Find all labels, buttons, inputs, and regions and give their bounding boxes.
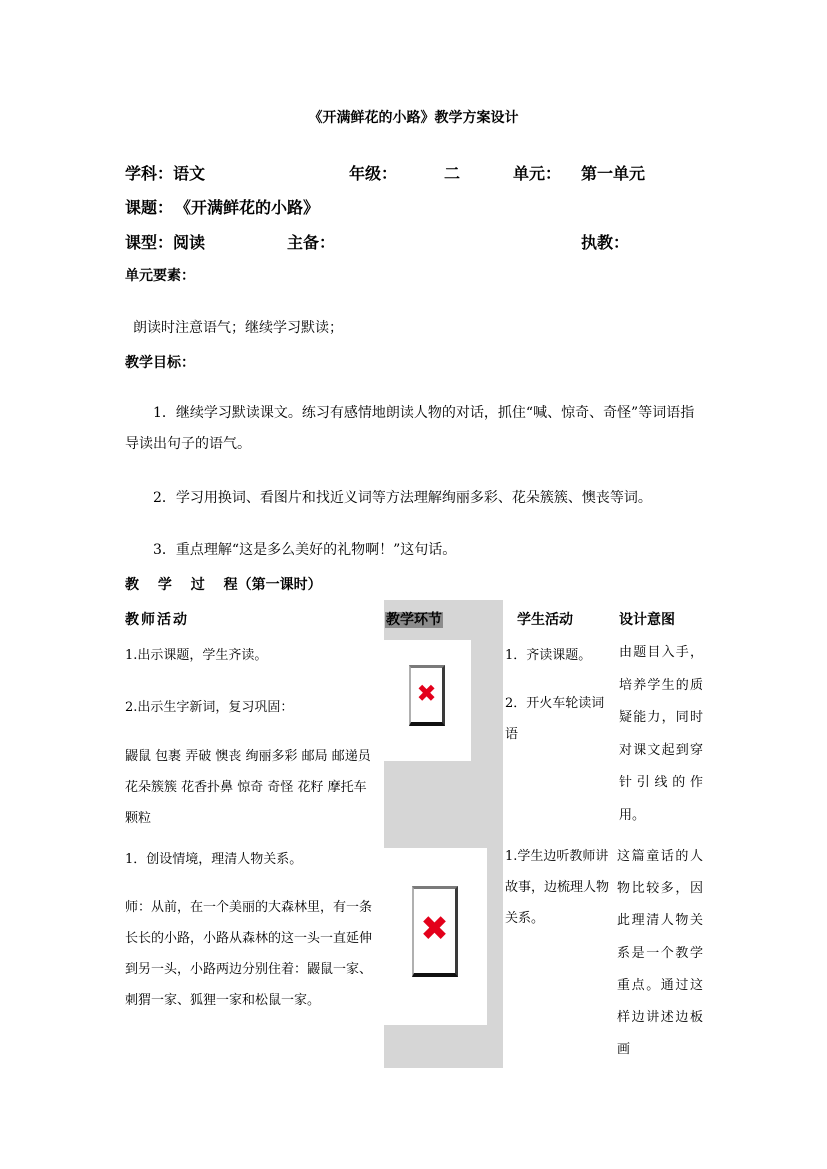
row2-student-line-1: 1.学生边听教师讲故事，边梳理人物关系。 [505, 849, 610, 926]
row1-teacher-line-1: 1.出示课题，学生齐读。 [125, 648, 268, 663]
broken-image-icon [412, 886, 458, 977]
row1-student-line-2: 2．开火车轮读词语 [505, 696, 605, 742]
row1-design-intent: 由题目入手，培养学生的质疑能力，同时对课文起到穿针引线的作用。 [619, 645, 703, 823]
subject-value: 语文 [173, 164, 206, 183]
unit-elements-heading: 单元要素： [125, 268, 195, 284]
prep-label: 主备： [287, 233, 336, 252]
type-value: 阅读 [173, 233, 206, 252]
header-teaching-stage-label: 教学环节 [386, 612, 442, 628]
header-student-activity: 学生活动 [517, 612, 573, 628]
header-teaching-stage [385, 609, 443, 629]
row2-design-intent: 这篇童话的人物比较多，因此理清人物关系是一个教学重点。通过这样边讲述边板画 [617, 849, 703, 1058]
unit-value: 第一单元 [581, 164, 646, 183]
objective-item-1: 1．继续学习默读课文。练习有感情地朗读人物的对话，抓住“喊、惊奇、奇怪”等词语指导读出句子的语气。 [125, 405, 695, 452]
objective-item-2: 2．学习用换词、看图片和找近义词等方法理解绚丽多彩、花朵簇簇、懊丧等词。 [153, 490, 652, 506]
row1-teacher-vocab: 鼹鼠 包裹 弄破 懊丧 绚丽多彩 邮局 邮递员 花朵簇簇 花香扑鼻 惊奇 奇怪 花籽 摩托车 颗粒 [125, 749, 371, 826]
subject-label: 学科： [125, 164, 174, 183]
objective-item-3: 3．重点理解“这是多么美好的礼物啊！”这句话。 [153, 542, 457, 558]
document-title: 《开满鲜花的小路》教学方案设计 [308, 110, 519, 126]
unit-elements-text: 朗读时注意语气；继续学习默读； [133, 320, 343, 336]
error-x-icon: ✖ [420, 909, 449, 949]
error-x-icon: ✖ [416, 679, 437, 708]
stage-image-box-1 [384, 640, 471, 761]
teacher-label: 执教： [581, 233, 630, 252]
unit-label: 单元： [513, 164, 562, 183]
objectives-heading: 教学目标： [125, 355, 195, 371]
stage-image-box-2 [384, 848, 487, 1025]
broken-image-icon [409, 665, 445, 726]
grade-value: 二 [444, 164, 461, 183]
row2-teacher-narration: 师：从前，在一个美丽的大森林里，有一条长长的小路，小路从森林的这一头一直延伸到另一头，小路两边分别住着：鼹鼠一家、刺猬一家、狐狸一家和松鼠一家。 [125, 900, 373, 1008]
type-label: 课型： [125, 233, 174, 252]
row1-teacher-line-2: 2.出示生字新词，复习巩固： [125, 700, 294, 715]
row2-teacher-line-1: 1．创设情境，理清人物关系。 [125, 852, 303, 867]
header-teacher-activity: 教师活动 [125, 612, 189, 628]
process-heading: 教 学 过 程（第一课时） [125, 577, 322, 593]
topic-label: 课题： [125, 198, 174, 217]
row1-student-line-1: 1．齐读课题。 [505, 648, 592, 663]
topic-value: 《开满鲜花的小路》 [175, 198, 320, 217]
header-design-intent: 设计意图 [619, 612, 675, 628]
grade-label: 年级： [349, 164, 398, 183]
